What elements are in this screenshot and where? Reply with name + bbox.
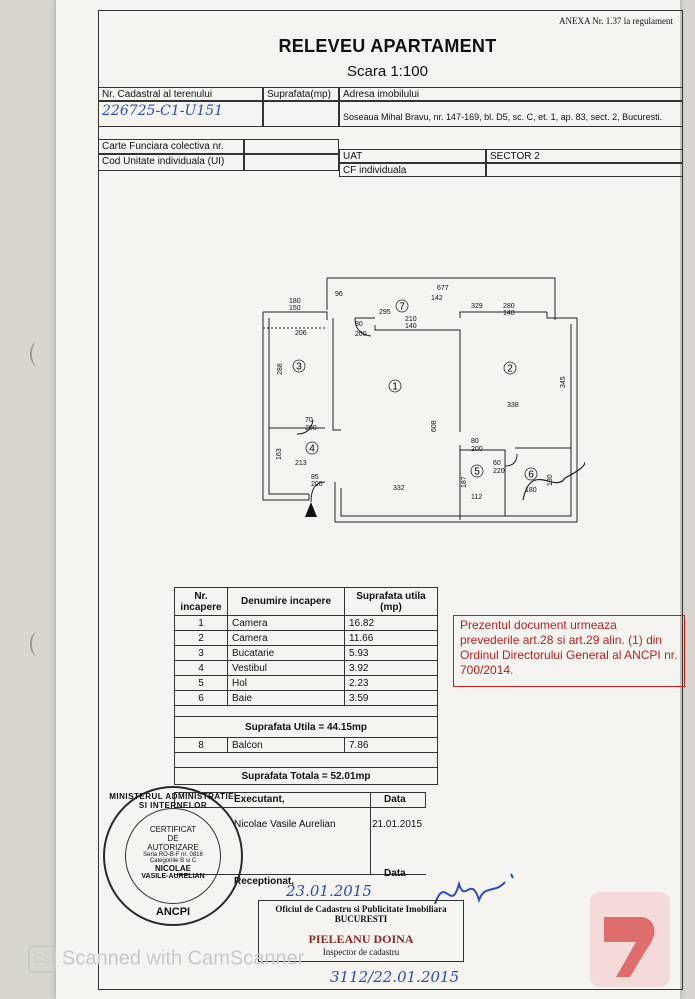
ancpi-notice: Prezentul document urmeaza prevederile art.28 si art.29 alin. (1) din Ordinul Directorului General al ANCPI nr. 700/2014. <box>453 615 685 687</box>
cell: 5.93 <box>345 646 438 661</box>
dimension-label: 288 <box>277 363 284 375</box>
cell: 3 <box>175 646 228 661</box>
cell: 2 <box>175 631 228 646</box>
dimension-label: 96 <box>335 291 343 298</box>
spacer-row <box>175 706 438 717</box>
cell: 6 <box>175 691 228 706</box>
suprafata-totala: Suprafata Totala = 52.01mp <box>175 768 438 785</box>
cell: 4 <box>175 661 228 676</box>
table-row <box>175 691 438 706</box>
oficiu-line: Oficiul de Cadastru si Publicitate Imobiliara <box>275 904 447 914</box>
data-label: Data <box>384 794 406 805</box>
stamp-line: Categoriile B si C <box>149 858 197 864</box>
page-title: RELEVEU APARTAMENT <box>278 36 497 56</box>
room-number: 4 <box>309 443 315 455</box>
oficiu-line: Inspector de cadastru <box>322 947 400 957</box>
spacer-row <box>175 753 438 768</box>
table-row <box>175 631 438 646</box>
oficiu-line: BUCURESTI <box>334 914 388 924</box>
cell: Vestibul <box>228 661 345 676</box>
dimension-label: 200 <box>305 425 317 432</box>
suprafata-utila: Suprafata Utila = 44.15mp <box>175 717 438 738</box>
table-row <box>175 661 438 676</box>
stamp-line: AUTORIZARE <box>147 843 199 852</box>
stamp-bottom: ANCPI <box>155 906 191 918</box>
dimension-label: 677 <box>437 285 449 292</box>
dimension-label: 180 <box>289 298 301 305</box>
nr-cadastral-value: 226725-C1-U151 <box>98 101 263 127</box>
cf-value <box>486 163 683 177</box>
dimension-label: 295 <box>379 309 391 316</box>
room-number: 5 <box>474 466 480 478</box>
executant-name: Nicolae Vasile Aurelian <box>234 819 336 830</box>
dimension-label: 329 <box>471 303 483 310</box>
col-header: Denumire incapere <box>228 588 345 616</box>
dimension-label: 140 <box>405 323 417 330</box>
stamp-line: CERTIFICAT <box>149 825 197 834</box>
dimension-label: 80 <box>355 321 363 328</box>
cell: 2.23 <box>345 676 438 691</box>
dimension-label: 112 <box>471 494 483 501</box>
anexa-label: ANEXA Nr. 1.37 la regulament <box>559 16 673 26</box>
stamp-line: DE <box>167 834 179 843</box>
handwritten-date: 23.01.2015 <box>286 882 372 900</box>
cell: 3.92 <box>345 661 438 676</box>
table-row <box>175 676 438 691</box>
dimension-label: 142 <box>431 295 443 302</box>
stamp-line: VASILE-AURELIAN <box>141 873 205 880</box>
cod-ui-value <box>244 154 339 171</box>
col-header: Suprafata utila (mp) <box>345 588 438 616</box>
data-label-2: Data <box>384 868 406 879</box>
cell: 16.82 <box>345 616 438 631</box>
dimension-label: 180 <box>525 487 537 494</box>
cell: 11.66 <box>345 631 438 646</box>
cell: Camera <box>228 616 345 631</box>
executant-label: Executant, <box>234 794 285 805</box>
cell: Camera <box>228 631 345 646</box>
dimension-label: 220 <box>493 468 505 475</box>
room-number: 1 <box>392 381 398 393</box>
suprafata-label: Suprafata(mp) <box>263 87 339 101</box>
uat-label: UAT <box>339 149 486 163</box>
dimension-label: 345 <box>560 376 567 388</box>
cell: Balcon <box>228 738 345 753</box>
adresa-value: Soseaua Mihal Bravu, nr. 147-169, bl. D5, sc. C, et. 1, ap. 83, sect. 2, Bucuresti. <box>339 101 683 127</box>
cell: 7.86 <box>345 738 438 753</box>
cell: Baie <box>228 691 345 706</box>
dimension-label: 213 <box>295 460 307 467</box>
dimension-label: 140 <box>503 310 515 317</box>
dimension-label: 163 <box>276 448 283 460</box>
dimension-label: 206 <box>295 330 307 337</box>
carte-funciara-value <box>244 139 339 154</box>
dimension-label: 130 <box>547 474 554 486</box>
watermark-text: Scanned with CamScanner <box>62 947 305 970</box>
handwritten-reference: 3112/22.01.2015 <box>330 968 460 986</box>
dimension-label: 280 <box>503 303 515 310</box>
uat-value: SECTOR 2 <box>486 149 683 163</box>
dimension-label: 187 <box>461 476 468 488</box>
dimension-label: 608 <box>431 420 438 432</box>
dimension-label: 70 <box>305 417 313 424</box>
receptionat-label: Receptionat, <box>234 876 295 887</box>
oficiu-line: PIELEANU DOINA <box>308 932 414 946</box>
executant-date: 21.01.2015 <box>372 819 423 830</box>
binder-hole <box>30 342 44 366</box>
room-number: 3 <box>296 361 302 373</box>
cell: 8 <box>175 738 228 753</box>
cell: 1 <box>175 616 228 631</box>
cell: 5 <box>175 676 228 691</box>
dimension-label: 85 <box>311 474 319 481</box>
cell: Bucatarie <box>228 646 345 661</box>
brand-logo-icon <box>590 892 670 987</box>
stamp-ring-text: MINISTERUL ADMINISTRATIEI SI INTERNELOR <box>109 792 237 810</box>
dimension-label: 60 <box>493 460 501 467</box>
scale-label: Scara 1:100 <box>347 63 428 80</box>
suprafata-value <box>263 101 339 127</box>
camscanner-logo-icon: CS <box>28 945 56 973</box>
dimension-label: 80 <box>471 438 479 445</box>
dimension-label: 200 <box>471 446 483 453</box>
binder-hole <box>30 632 44 656</box>
dimension-label: 332 <box>393 485 405 492</box>
room-number: 2 <box>507 363 513 375</box>
dimension-label: 150 <box>289 305 301 312</box>
room-number: 7 <box>399 301 405 313</box>
stamp-line: Seria RO-B-F nr. 0816 <box>143 852 203 858</box>
table-row <box>175 738 438 753</box>
dimension-label: 210 <box>405 316 417 323</box>
stamp-inner <box>125 808 221 904</box>
areas-table <box>174 587 438 785</box>
cell: Hol <box>228 676 345 691</box>
authorization-stamp <box>103 786 243 926</box>
floor-plan <box>255 270 585 530</box>
table-row <box>175 646 438 661</box>
dimension-label: 200 <box>355 331 367 338</box>
cell: 3.59 <box>345 691 438 706</box>
cod-ui-label: Cod Unitate individuala (UI) <box>98 154 244 171</box>
camscanner-watermark <box>28 945 304 973</box>
nr-cadastral-label: Nr. Cadastral al terenului <box>98 87 263 101</box>
dimension-label: 338 <box>507 402 519 409</box>
dimension-label: 200 <box>311 481 323 488</box>
stamp-line: NICOLAE <box>155 864 191 873</box>
cf-label: CF individuala <box>339 163 486 177</box>
table-row <box>175 616 438 631</box>
adresa-label: Adresa imobilului <box>339 87 683 101</box>
room-number: 6 <box>528 469 534 481</box>
carte-funciara-label: Carte Funciara colectiva nr. <box>98 139 244 154</box>
col-header: Nr. incapere <box>175 588 228 616</box>
